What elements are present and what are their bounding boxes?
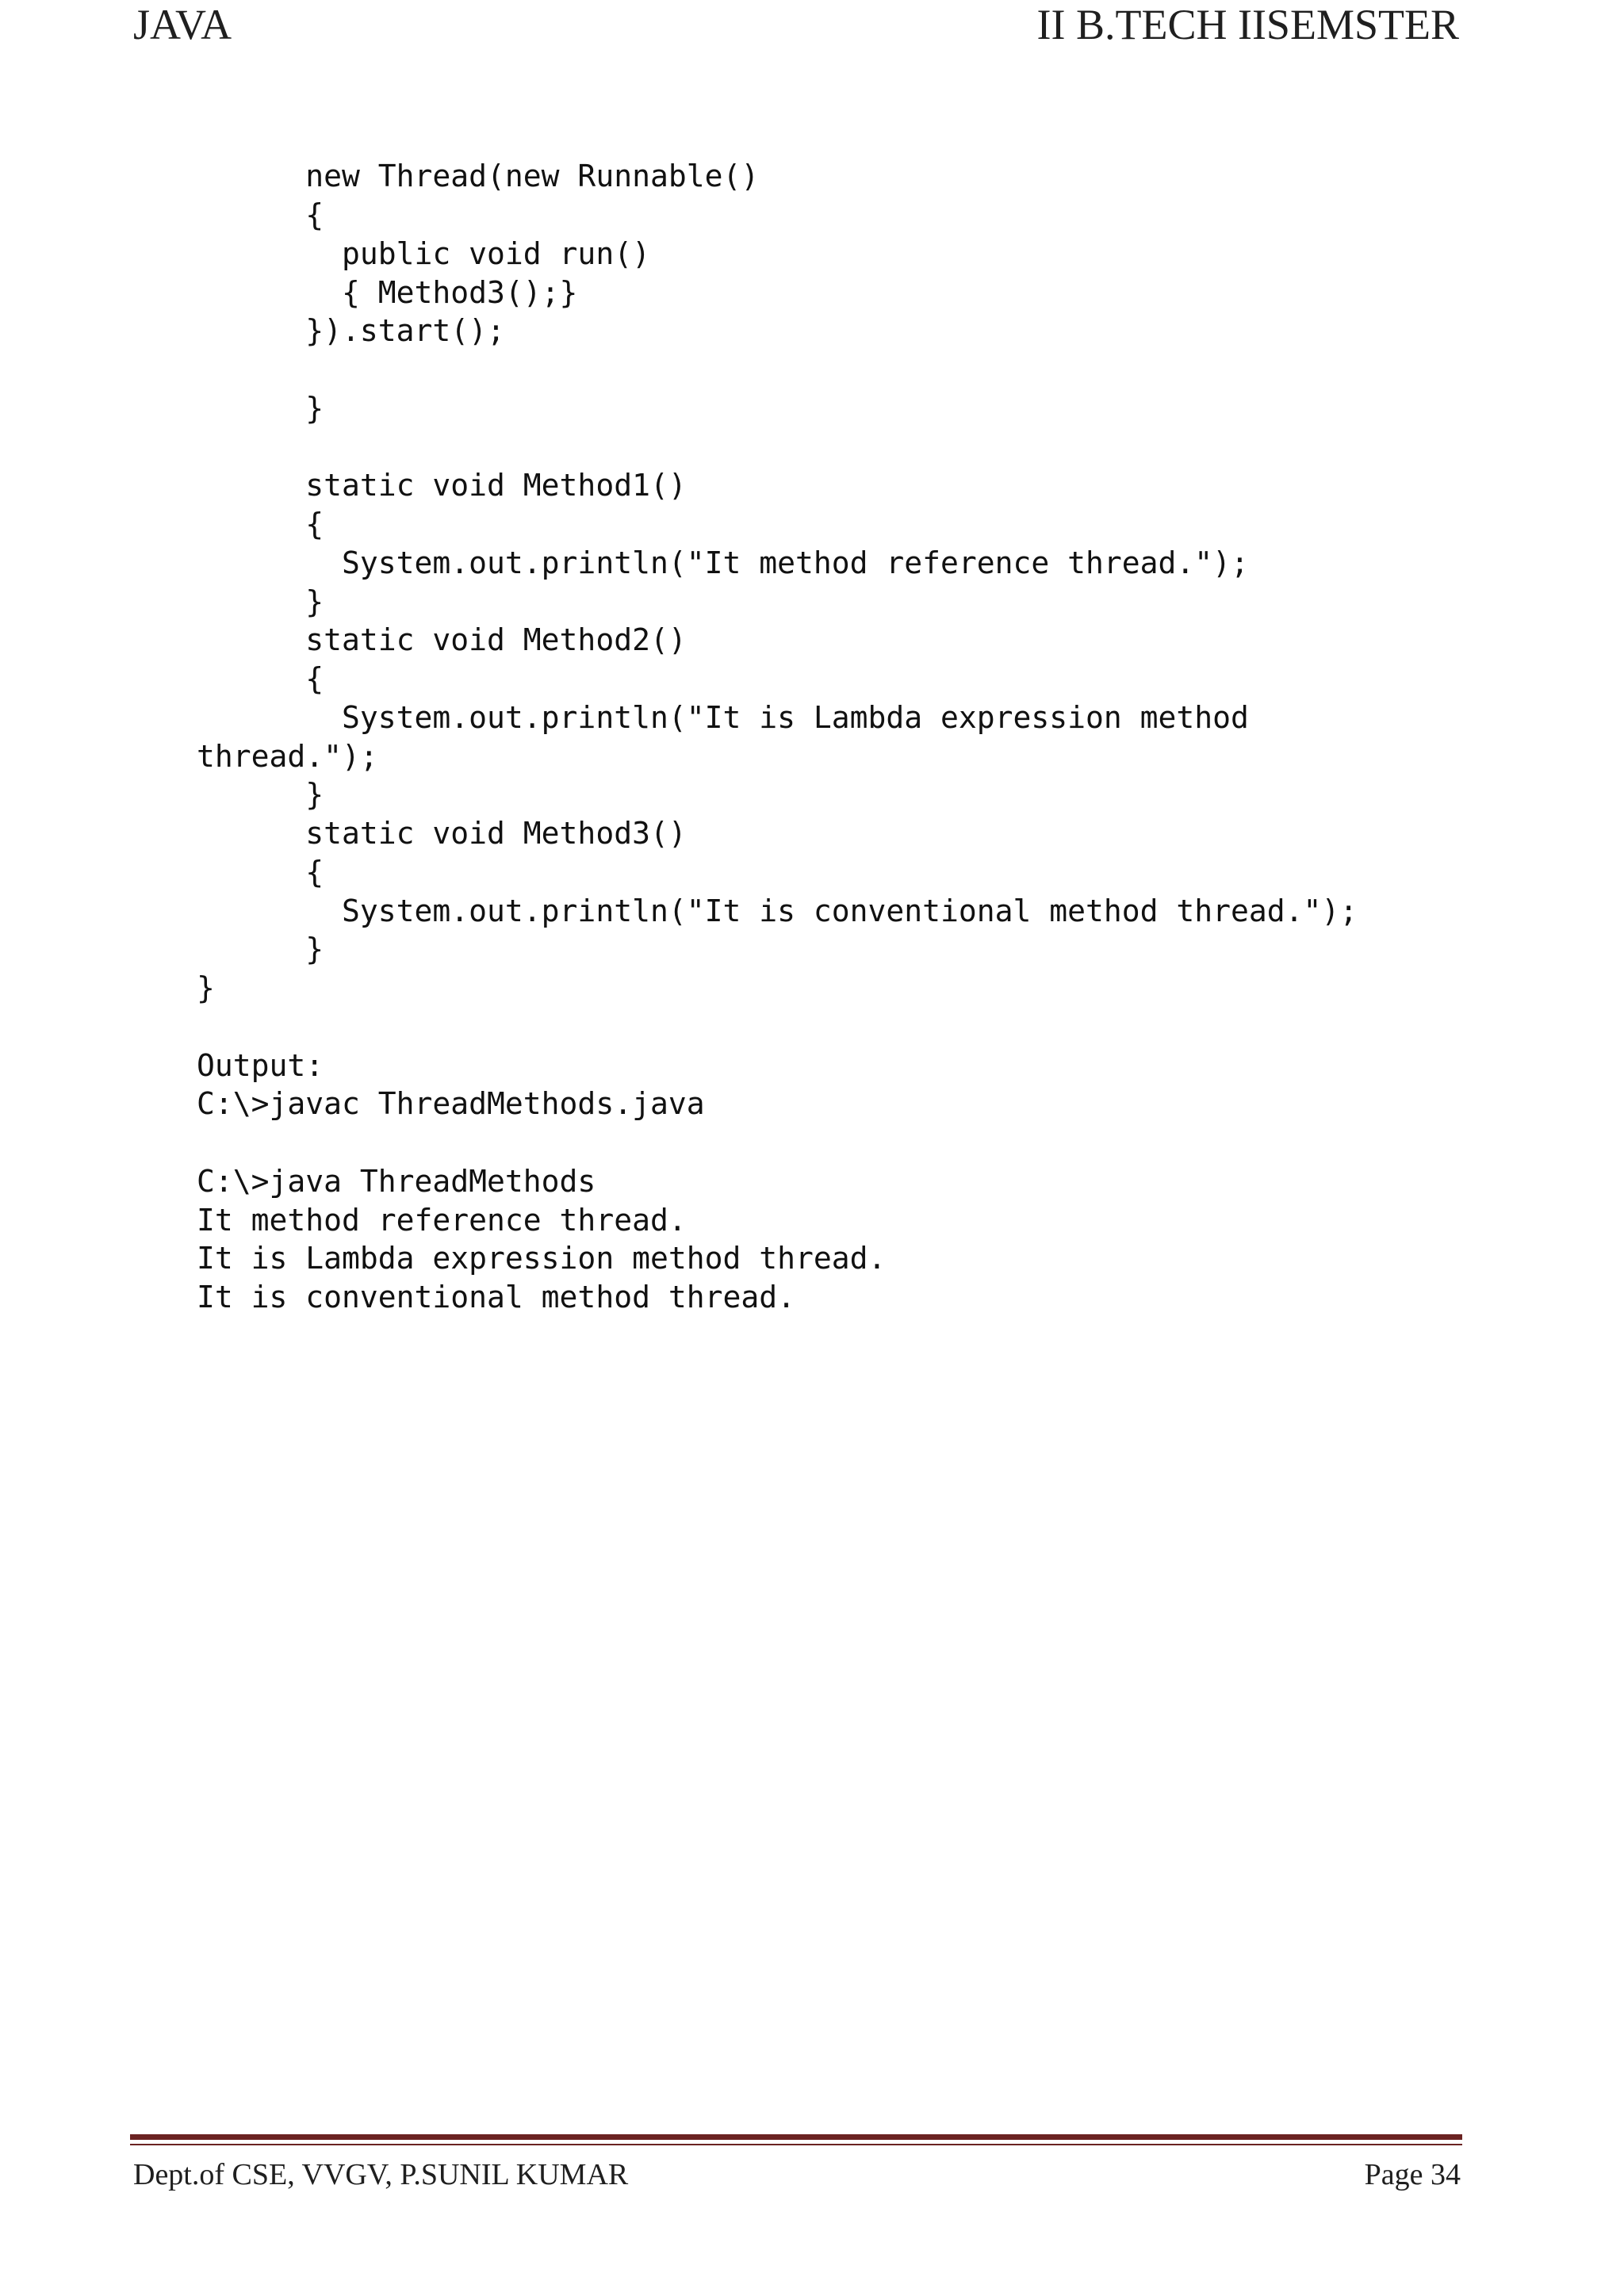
code-line: System.out.println("It method reference thread.");: [197, 545, 1249, 580]
output-line: C:\>javac ThreadMethods.java: [197, 1086, 705, 1121]
code-line: }: [197, 584, 324, 619]
header-course: II B.TECH IISEMSTER: [1036, 1, 1459, 48]
code-line: }: [197, 391, 324, 426]
output-line: It method reference thread.: [197, 1203, 687, 1238]
code-line: thread.");: [197, 739, 378, 774]
output-label: Output:: [197, 1048, 324, 1083]
code-line: {: [197, 661, 324, 696]
code-line: static void Method3(): [197, 816, 687, 851]
code-line: System.out.println("It is conventional method thread.");: [197, 894, 1358, 928]
code-line: public void run(): [197, 236, 650, 271]
code-line: static void Method1(): [197, 468, 687, 503]
code-line: { Method3();}: [197, 275, 578, 310]
code-line: }: [197, 777, 324, 812]
code-line: {: [197, 197, 324, 232]
code-line: }: [197, 970, 215, 1005]
code-line: {: [197, 507, 324, 541]
code-line: }: [197, 932, 324, 966]
code-line: {: [197, 855, 324, 890]
code-line: new Thread(new Runnable(): [197, 159, 760, 193]
header-subject: JAVA: [133, 1, 232, 48]
footer-author: Dept.of CSE, VVGV, P.SUNIL KUMAR: [133, 2158, 629, 2191]
output-line: It is Lambda expression method thread.: [197, 1241, 887, 1276]
output-line: C:\>java ThreadMethods: [197, 1164, 596, 1199]
footer-rule: [130, 2134, 1462, 2140]
footer-rule-thin: [130, 2144, 1462, 2145]
code-line: }).start();: [197, 313, 505, 348]
page-number: Page 34: [1364, 2158, 1461, 2191]
code-line: System.out.println("It is Lambda expression method: [197, 700, 1249, 735]
page-footer: [0, 2125, 1624, 2220]
code-line: static void Method2(): [197, 622, 687, 657]
output-line: It is conventional method thread.: [197, 1280, 795, 1314]
